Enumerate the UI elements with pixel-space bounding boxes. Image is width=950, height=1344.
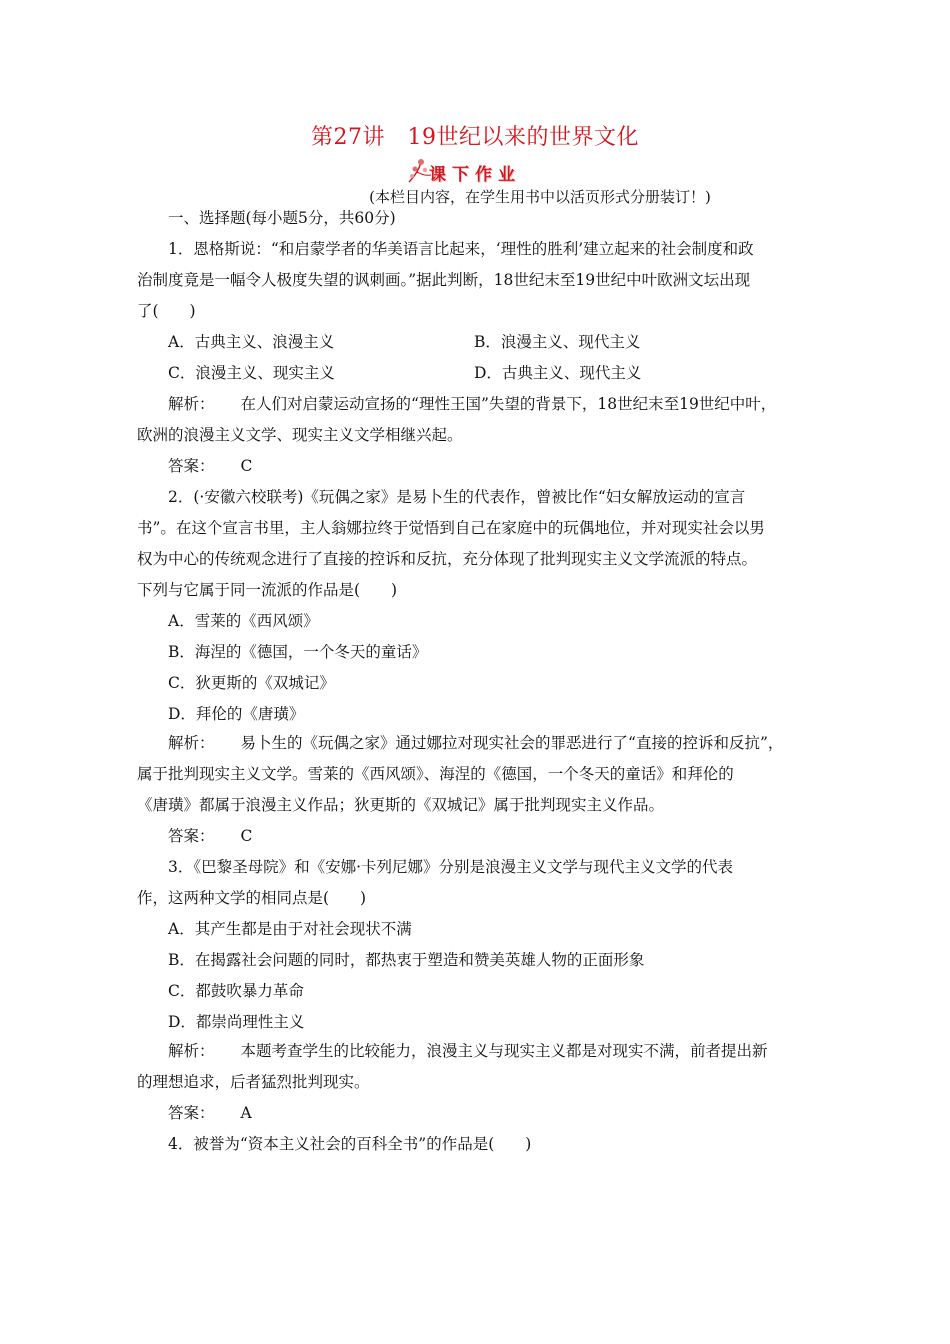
question-3-line-2: 作，这两种文学的相同点是( ) [137,889,367,907]
section-banner [405,156,565,188]
answer-label: 答案： [168,1104,215,1122]
question-2-line-2: 书”。在这个宣言书里，主人翁娜拉终于觉悟到自己在家庭中的玩偶地位，并对现实社会以男 [137,519,765,537]
answer-label: 答案： [168,457,215,475]
question-2-line-3: 权为中心的传统观念进行了直接的控诉和反抗，充分体现了批判现实主义文学流派的特点。 [137,550,758,568]
question-1-option-b: B．浪漫主义、现代主义 [474,333,641,351]
question-1-option-a: A．古典主义、浪漫主义 [168,333,335,351]
question-3-answer [168,1103,252,1123]
question-2-line-4: 下列与它属于同一流派的作品是( ) [137,581,398,599]
question-3-option-c: C．都鼓吹暴力革命 [168,982,304,1000]
explanation-label: 解析： [168,734,215,752]
question-3-explanation-line-1 [168,1041,768,1061]
question-2-explanation-line-2: 属于批判现实主义文学。雪莱的《西风颂》、海涅的《德国，一个冬天的童话》和拜伦的 [137,765,734,783]
question-3-option-d: D．都崇尚理性主义 [168,1013,305,1031]
explanation-text: 易卜生的《玩偶之家》通过娜拉对现实社会的罪恶进行了“直接的控诉和反抗”， [240,734,784,752]
question-3-option-a: A．其产生都是由于对社会现状不满 [168,920,412,938]
answer-label: 答案： [168,827,215,845]
explanation-label: 解析： [168,395,215,413]
answer-value: C [240,457,253,475]
question-2-option-d: D．拜伦的《唐璜》 [168,705,305,723]
banner-title: 课下作业 [429,165,521,185]
question-1-answer [168,456,252,476]
question-1-explanation-line-2: 欧洲的浪漫主义文学、现实主义文学相继兴起。 [137,426,463,444]
binding-note: (本栏目内容，在学生用书中以活页形式分册装订！) [369,188,711,206]
question-1-line-2: 治制度竟是一幅令人极度失望的讽刺画。”据此判断，18世纪末至19世纪中叶欧洲文坛出现 [137,271,751,289]
question-2-explanation-line-3: 《唐璜》都属于浪漫主义作品；狄更斯的《双城记》属于批判现实主义作品。 [137,796,665,814]
answer-value: A [240,1104,252,1122]
question-3-line-1: 3．《巴黎圣母院》和《安娜·卡列尼娜》分别是浪漫主义文学与现代主义文学的代表 [168,858,734,876]
section-heading: 一、选择题(每小题5分，共60分) [168,209,396,227]
question-2-option-b: B．海涅的《德国，一个冬天的童话》 [168,643,428,661]
explanation-label: 解析： [168,1042,215,1060]
question-2-option-a: A．雪莱的《西风颂》 [168,612,319,630]
question-1-option-c: C．浪漫主义、现实主义 [168,364,335,382]
explanation-text: 本题考查学生的比较能力，浪漫主义与现实主义都是对现实不满，前者提出新 [240,1042,768,1060]
question-4-line-1: 4．被誉为“资本主义社会的百科全书”的作品是( ) [168,1135,532,1153]
question-3-option-b: B．在揭露社会问题的同时，都热衷于塑造和赞美英雄人物的正面形象 [168,951,645,969]
answer-value: C [240,827,253,845]
question-1-line-1: 1．恩格斯说：“和启蒙学者的华美语言比起来，‘理性的胜利’建立起来的社会制度和政 [168,240,754,258]
question-1-line-3: 了( ) [137,302,196,320]
question-2-line-1: 2．(·安徽六校联考)《玩偶之家》是易卜生的代表作，曾被比作“妇女解放运动的宣言 [168,488,746,506]
question-1-explanation-line-1 [168,394,776,414]
question-2-option-c: C．狄更斯的《双城记》 [168,674,335,692]
question-2-answer [168,826,252,846]
explanation-text: 在人们对启蒙运动宣扬的“理性王国”失望的背景下，18世纪末至19世纪中叶， [240,395,777,413]
question-3-explanation-line-2: 的理想追求，后者猛烈批判现实。 [137,1073,370,1091]
page-title: 第27讲 19世纪以来的世界文化 [311,125,639,150]
question-2-explanation-line-1 [168,733,783,753]
question-1-option-d: D．古典主义、现代主义 [474,364,642,382]
